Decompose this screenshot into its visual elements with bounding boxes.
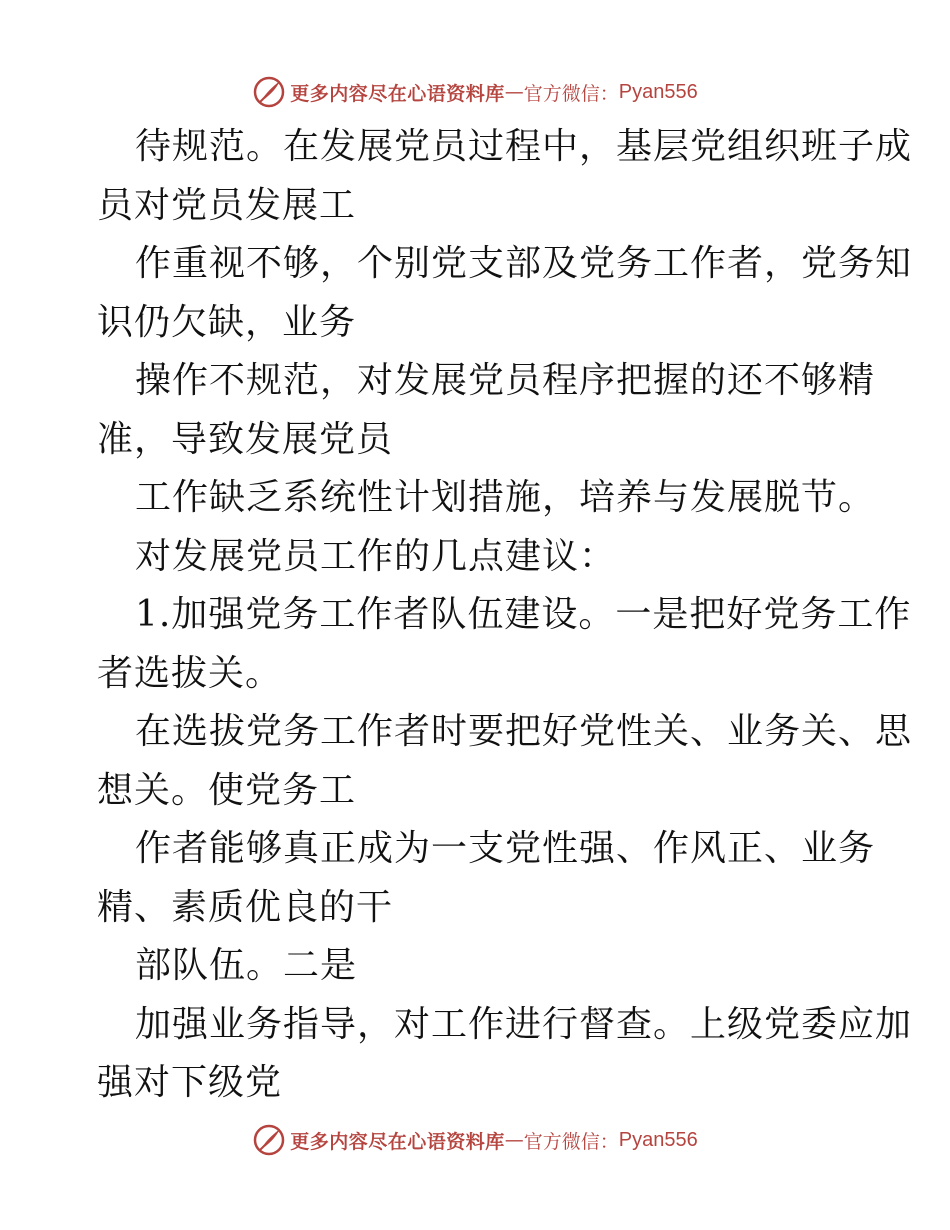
text-line: 在选拔党务工作者时要把好党性关、业务关、思 [135, 711, 913, 752]
banner-wechat-label: 官方微信： [523, 1130, 619, 1153]
header-banner [0, 72, 950, 112]
text-line: 想关。使党务工 [97, 769, 357, 811]
text-line: 加强业务指导，对工作进行督查。上级党委应加 [135, 1003, 913, 1045]
text-line: 者选拔关。 [97, 652, 283, 694]
banner-wechat-id: Pyan556 [618, 1128, 698, 1151]
feather-pen-logo-icon [252, 1123, 286, 1157]
banner-wechat-id: Pyan556 [618, 80, 698, 103]
text-line: 待规范。在发展党员过程中，基层党组织班子成 [135, 126, 913, 167]
text-line: 1.加强党务工作者队伍建设。一是把好党务工作 [135, 594, 912, 635]
footer-banner [0, 1120, 950, 1160]
banner-site-text: 更多内容尽在心语资料库 [290, 1130, 505, 1153]
text-line: 操作不规范，对发展党员程序把握的还不够精 [135, 360, 876, 401]
feather-pen-logo-icon [252, 75, 286, 109]
text-line: 精、素质优良的干 [97, 886, 394, 928]
document-body [97, 118, 913, 1113]
text-line: 作者能够真正成为一支党性强、作风正、业务 [135, 828, 876, 869]
text-line: 部队伍。二是 [135, 945, 358, 986]
text-line: 识仍欠缺，业务 [97, 301, 357, 343]
text-line: 准，导致发展党员 [97, 418, 394, 460]
text-line: 员对党员发展工 [97, 184, 357, 226]
text-line: 工作缺乏系统性计划措施，培养与发展脱节。 [135, 477, 876, 518]
banner-wechat-label: 官方微信： [523, 82, 619, 105]
banner-site-text: 更多内容尽在心语资料库 [290, 82, 505, 105]
text-line: 强对下级党 [97, 1062, 283, 1103]
banner-dash: — [504, 81, 524, 103]
text-line: 作重视不够，个别党支部及党务工作者，党务知 [135, 243, 913, 284]
banner-dash: — [504, 1129, 524, 1151]
text-line: 对发展党员工作的几点建议： [135, 535, 617, 577]
